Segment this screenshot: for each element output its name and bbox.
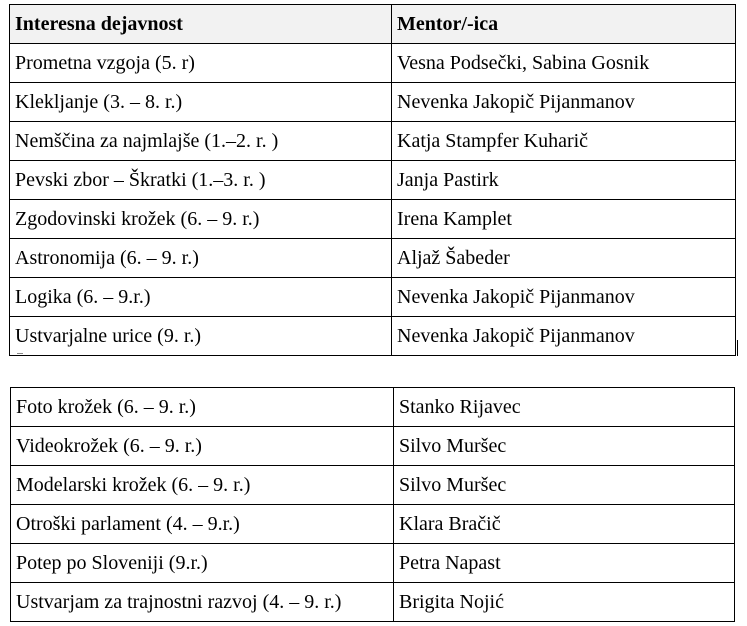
activity-cell: Otroški parlament (4. – 9.r.): [11, 505, 394, 544]
table-row: [11, 583, 735, 622]
activity-cell: Pevski zbor – Škratki (1.–3. r. ): [10, 161, 392, 200]
table-edge-mark: [737, 340, 738, 356]
activity-cell: Zgodovinski krožek (6. – 9. r.): [10, 200, 392, 239]
activity-cell: Ustvarjalne urice (9. r.): [10, 317, 392, 356]
activity-cell: Modelarski krožek (6. – 9. r.): [11, 466, 394, 505]
header-activity: Interesna dejavnost: [10, 5, 392, 44]
mentor-cell: Petra Napast: [394, 544, 735, 583]
activity-cell: Videokrožek (6. – 9. r.): [11, 427, 394, 466]
table-row: [10, 239, 736, 278]
mentor-cell: Katja Stampfer Kuharič: [392, 122, 736, 161]
table-row: [10, 278, 736, 317]
table-row: [10, 161, 736, 200]
activity-cell: Prometna vzgoja (5. r): [10, 44, 392, 83]
table-row: [10, 317, 736, 356]
table-header-row: [10, 5, 736, 44]
mentor-cell: Klara Bračič: [394, 505, 735, 544]
table-row: [10, 122, 736, 161]
activity-cell: Potep po Sloveniji (9.r.): [11, 544, 394, 583]
activity-cell: Astronomija (6. – 9. r.): [10, 239, 392, 278]
table-edge-mark: [17, 353, 23, 354]
activity-cell: Klekljanje (3. – 8. r.): [10, 83, 392, 122]
table-row: [11, 388, 735, 427]
activity-cell: Nemščina za najmlajše (1.–2. r. ): [10, 122, 392, 161]
mentor-cell: Nevenka Jakopič Pijanmanov: [392, 317, 736, 356]
mentor-cell: Nevenka Jakopič Pijanmanov: [392, 278, 736, 317]
table-row: [11, 466, 735, 505]
mentor-cell: Janja Pastirk: [392, 161, 736, 200]
mentor-cell: Stanko Rijavec: [394, 388, 735, 427]
mentor-cell: Silvo Muršec: [394, 466, 735, 505]
activities-table-1: [9, 4, 736, 356]
table-row: [11, 427, 735, 466]
table-row: [10, 44, 736, 83]
table-row: [11, 544, 735, 583]
activities-table-2: [10, 387, 735, 622]
mentor-cell: Vesna Podsečki, Sabina Gosnik: [392, 44, 736, 83]
activity-cell: Foto krožek (6. – 9. r.): [11, 388, 394, 427]
table-row: [11, 505, 735, 544]
table-row: [10, 200, 736, 239]
header-mentor: Mentor/-ica: [392, 5, 736, 44]
activity-cell: Ustvarjam za trajnostni razvoj (4. – 9. r.): [11, 583, 394, 622]
mentor-cell: Nevenka Jakopič Pijanmanov: [392, 83, 736, 122]
activity-cell: Logika (6. – 9.r.): [10, 278, 392, 317]
mentor-cell: Silvo Muršec: [394, 427, 735, 466]
mentor-cell: Aljaž Šabeder: [392, 239, 736, 278]
mentor-cell: Brigita Nojić: [394, 583, 735, 622]
table-row: [10, 83, 736, 122]
mentor-cell: Irena Kamplet: [392, 200, 736, 239]
